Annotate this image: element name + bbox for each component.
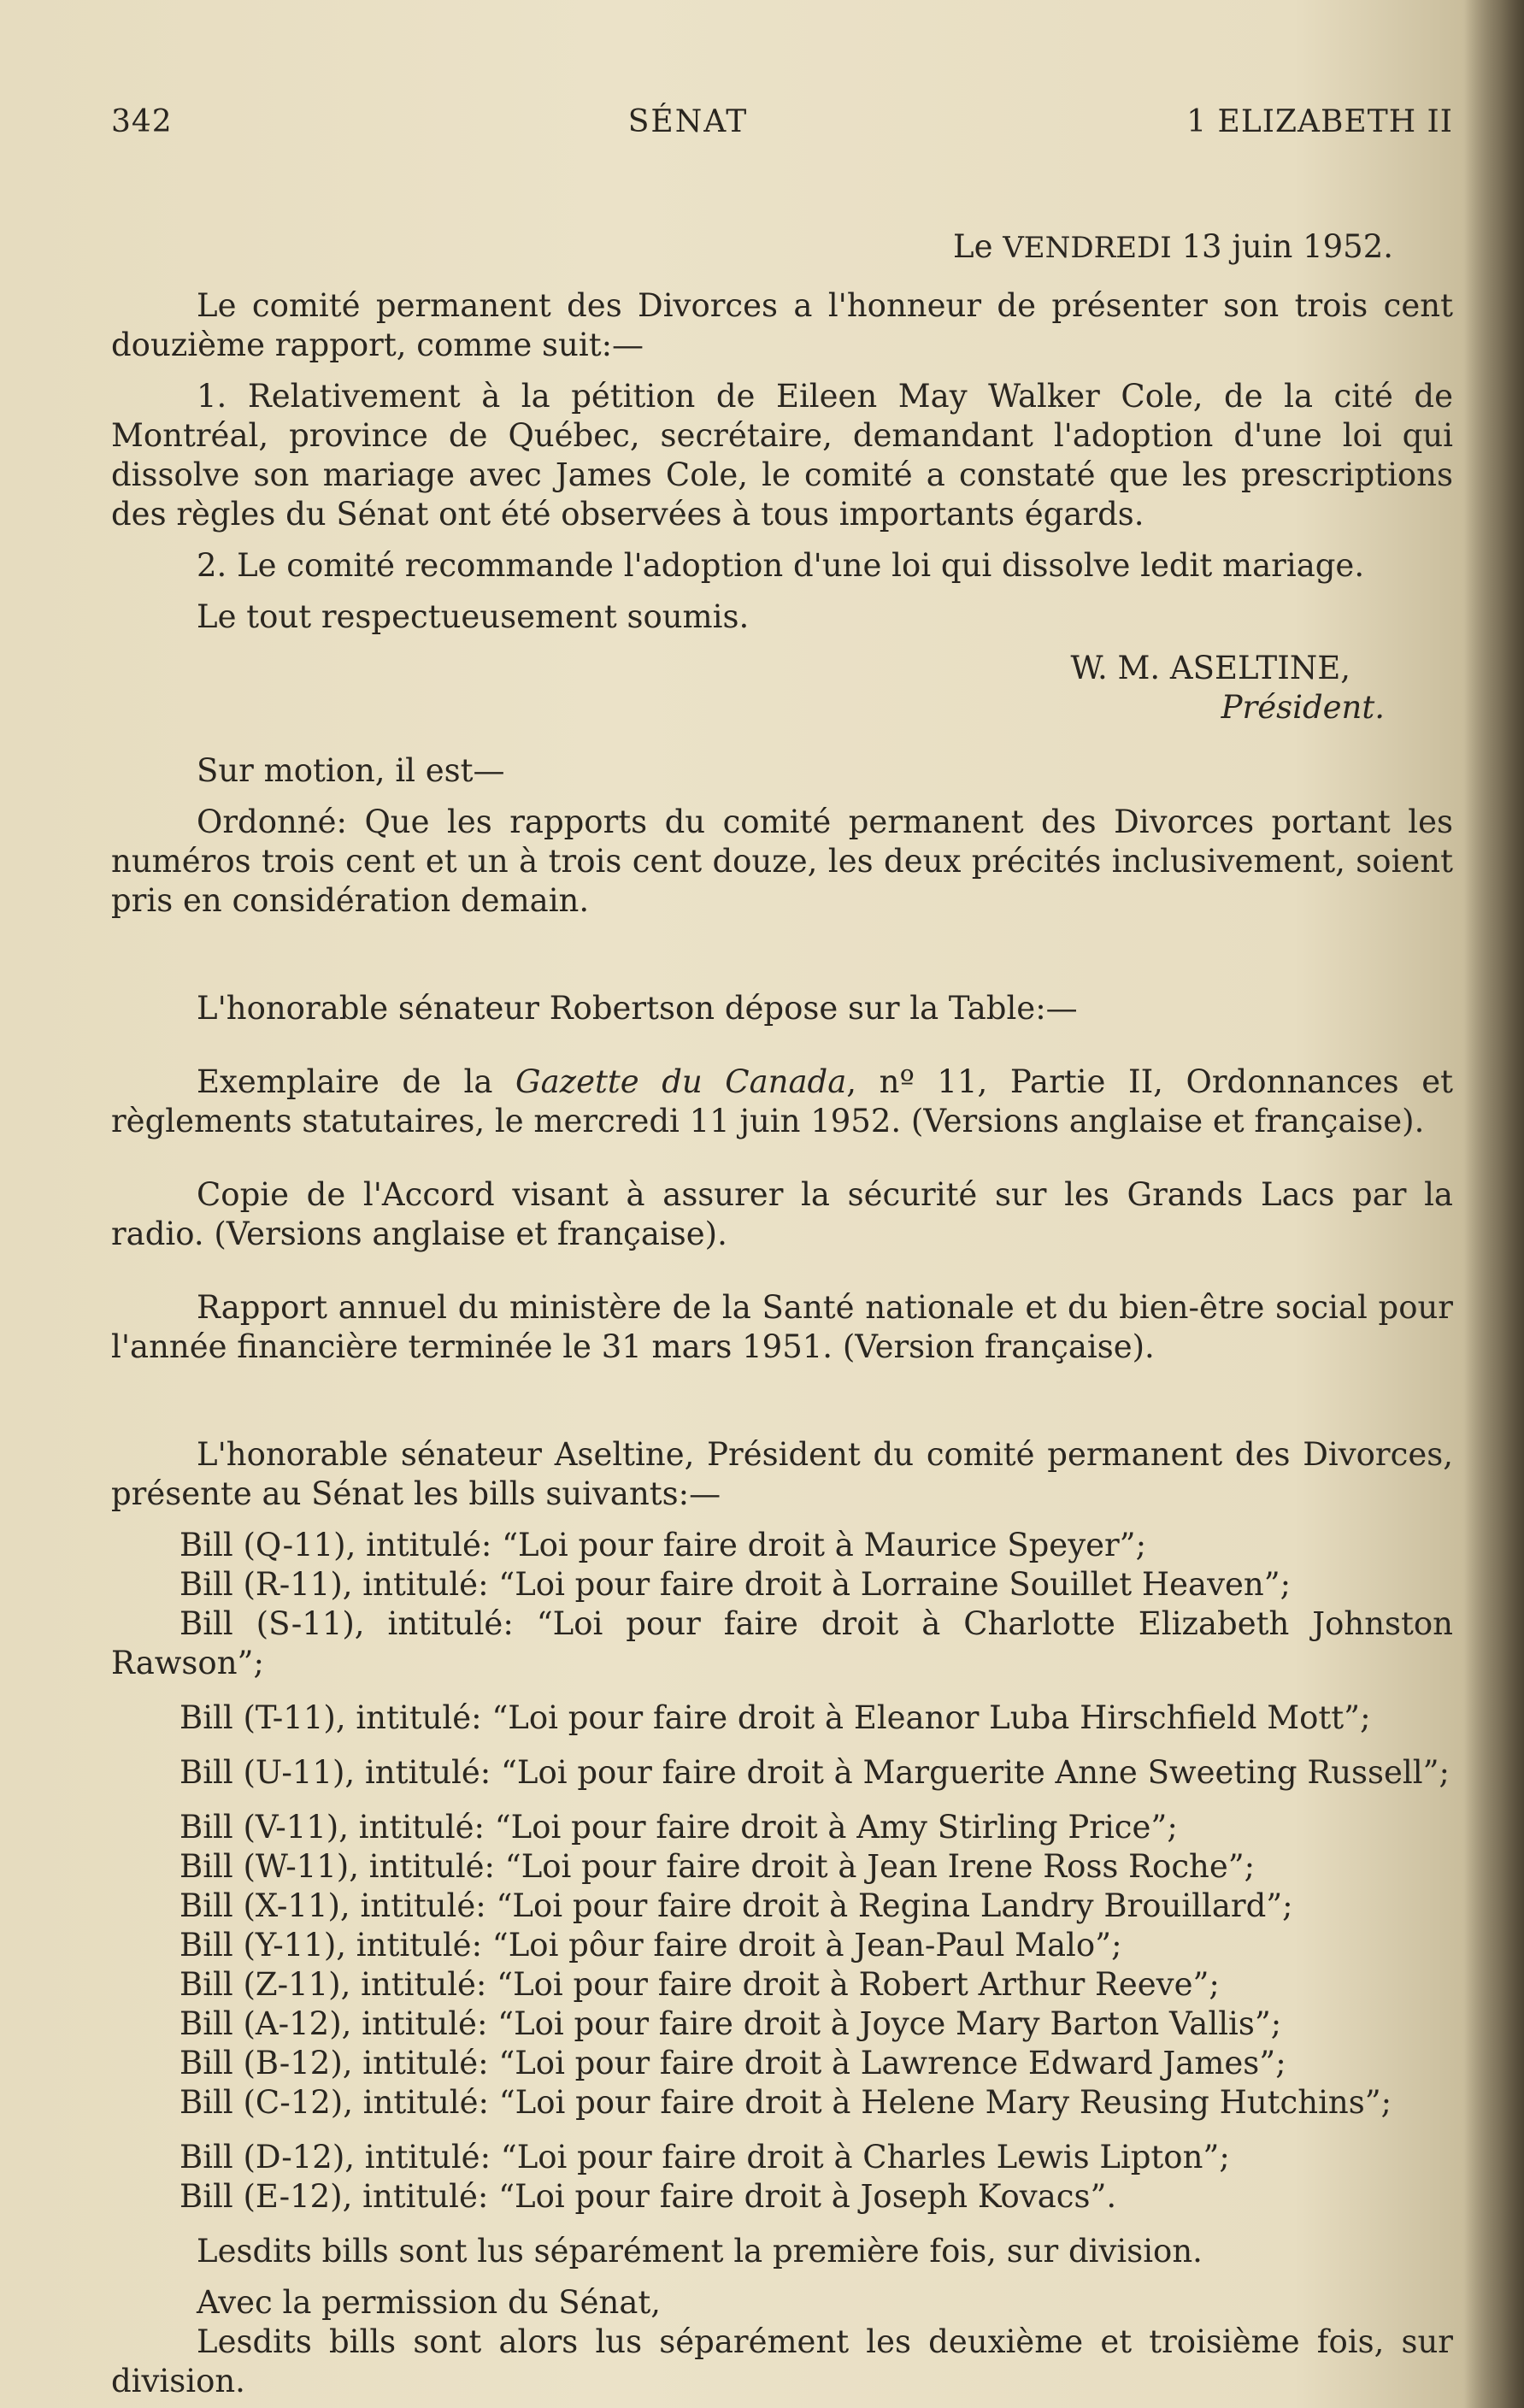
dateline-day: VENDREDI [1003,231,1172,265]
dateline-date: 13 juin 1952. [1181,228,1393,265]
second-third-reading: Lesdits bills sont alors lus séparément les deuxième et troisième fois, sur division. [111,2323,1453,2399]
bill-item: Bill (R-11), intitulé: “Loi pour faire droit à Lorraine Souillet Heaven”; [179,1566,1292,1603]
bill-item: Bill (T-11), intitulé: “Loi pour faire droit à Eleanor Luba Hirschfield Mott”; [179,1699,1371,1736]
tabled-doc-gazette [111,1063,1453,1141]
bills-list [111,1526,1453,2217]
running-header [111,103,1453,142]
bill-item: Bill (W-11), intitulé: “Loi pour faire droit à Jean Irene Ross Roche”; [179,1848,1256,1885]
tabled-doc-gazette-a: Exemplaire de la [197,1063,516,1100]
bill-item: Bill (C-12), intitulé: “Loi pour faire droit à Helene Mary Reusing Hutchins”; [179,2084,1392,2121]
dateline [111,227,1453,268]
book-spine-shadow [1464,0,1524,2408]
permission: Avec la permission du Sénat, [197,2284,662,2321]
bill-item: Bill (Z-11), intitulé: “Loi pour faire droit à Robert Arthur Reeve”; [179,1966,1220,2003]
tabled-intro: L'honorable sénateur Robertson dépose sur la Table:— [197,990,1078,1027]
bill-item: Bill (Q-11), intitulé: “Loi pour faire droit à Maurice Speyer”; [179,1527,1147,1563]
bills-intro: L'honorable sénateur Aseltine, Président du comité permanent des Divorces, présente au Sénat les bills suivants:— [111,1436,1453,1512]
tabled-doc-accord: Copie de l'Accord visant à assurer la sécurité sur les Grands Lacs par la radio. (Versions anglaise et française). [111,1176,1453,1252]
bill-item: Bill (E-12), intitulé: “Loi pour faire droit à Joseph Kovacs”. [179,2178,1117,2215]
motion-intro: Sur motion, il est— [197,752,505,789]
first-reading: Lesdits bills sont lus séparément la première fois, sur division. [197,2233,1203,2270]
dateline-prefix: Le [953,228,993,265]
bill-item: Bill (Y-11), intitulé: “Loi pôur faire droit à Jean-Paul Malo”; [179,1927,1122,1963]
report-item-2: 2. Le comité recommande l'adoption d'une loi qui dissolve ledit mariage. [197,547,1365,584]
page-number: 342 [111,104,173,139]
signatory-title: Président. [1221,689,1385,726]
motion-order: Ordonné: Que les rapports du comité permanent des Divorces portant les numéros trois cent et un à trois cent douze, les deux précités inclusivement, soient pris en considération demain. [111,804,1453,919]
document-body [111,103,1453,2401]
bill-item: Bill (B-12), intitulé: “Loi pour faire droit à Lawrence Edward James”; [179,2045,1286,2081]
running-title: SÉNAT [627,104,749,139]
bill-item: Bill (A-12), intitulé: “Loi pour faire droit à Joyce Mary Barton Vallis”; [179,2005,1282,2042]
bill-item: Bill (U-11), intitulé: “Loi pour faire droit à Marguerite Anne Sweeting Russell”; [179,1754,1450,1791]
tabled-doc-report: Rapport annuel du ministère de la Santé nationale et du bien-être social pour l'année financière terminée le 31 mars 1951. (Version française). [111,1289,1453,1365]
regnal-year: 1 ELIZABETH II [1186,104,1453,139]
gazette-title: Gazette du Canada [515,1063,847,1100]
bill-item: Bill (V-11), intitulé: “Loi pour faire droit à Amy Stirling Price”; [179,1809,1178,1846]
signatory-name: W. M. ASELTINE, [1070,650,1350,686]
bill-item: Bill (S-11), intitulé: “Loi pour faire droit à Charlotte Elizabeth Johnston Rawson”; [111,1605,1453,1681]
tabled-doc-gazette-b: , nº 11, Partie II, Ordonnances et règlements statutaires, le mercredi 11 juin 1952. (Versions anglaise et française). [111,1063,1453,1139]
report-intro: Le comité permanent des Divorces a l'honneur de présenter son trois cent douzième rapport, comme suit:— [111,287,1453,363]
bill-item: Bill (X-11), intitulé: “Loi pour faire droit à Regina Landry Brouillard”; [179,1887,1293,1924]
report-item-1: 1. Relativement à la pétition de Eileen May Walker Cole, de la cité de Montréal, province de Québec, secrétaire, demandant l'adoption d'une loi qui dissolve son mariage avec James Cole, le comité a constaté que les prescriptions des règles du Sénat ont été observées à tous importants égards. [111,378,1453,533]
bill-item: Bill (D-12), intitulé: “Loi pour faire droit à Charles Lewis Lipton”; [179,2139,1230,2175]
report-closing: Le tout respectueusement soumis. [197,598,750,635]
